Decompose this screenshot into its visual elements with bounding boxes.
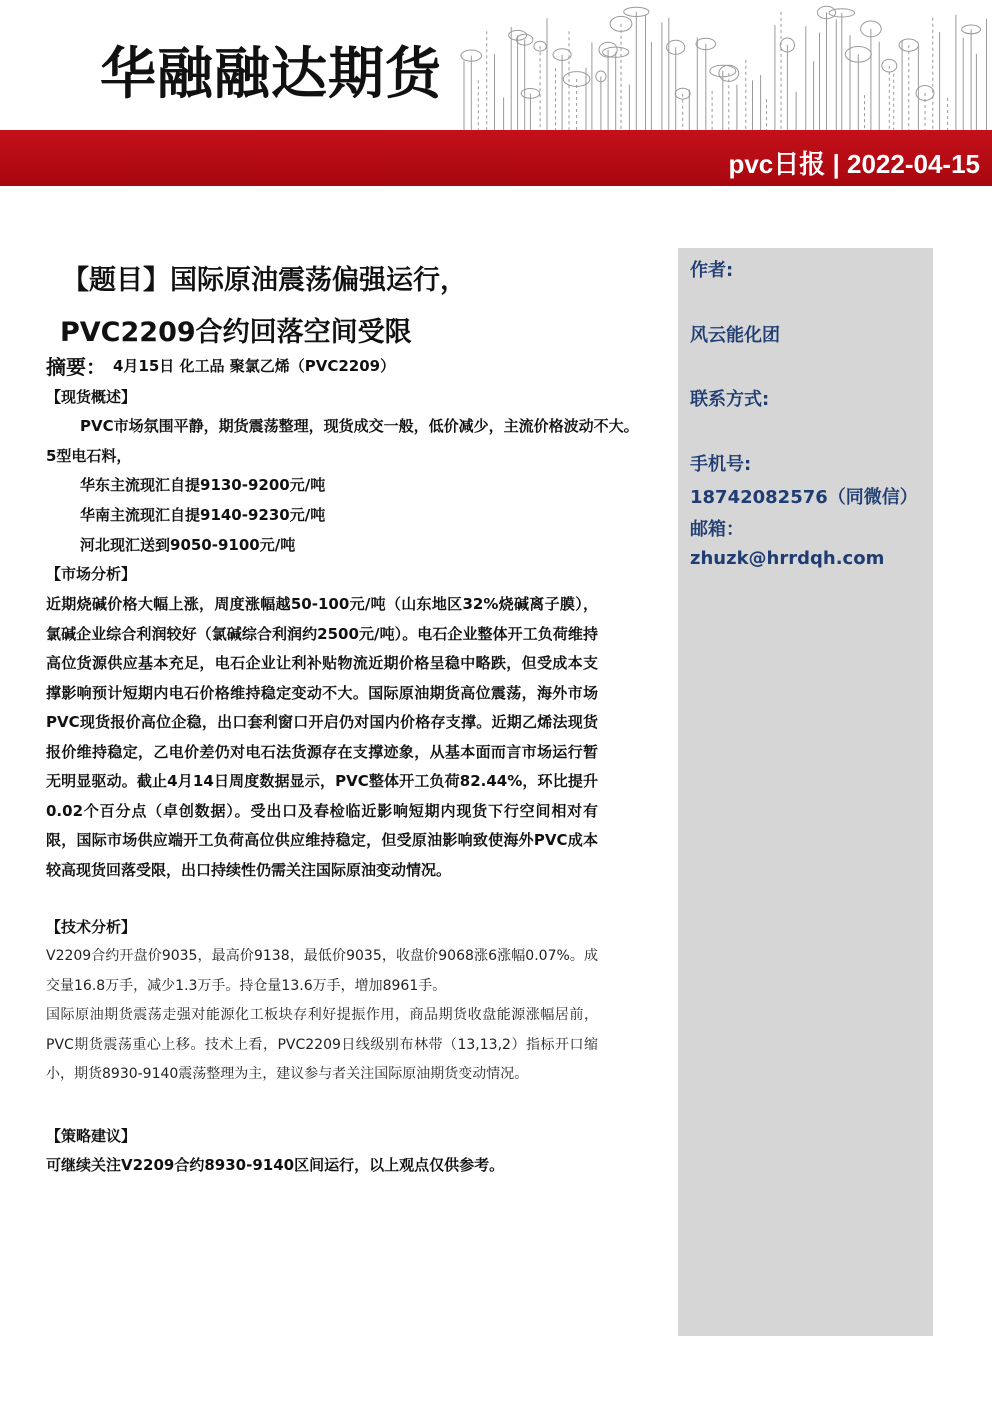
phone-number: 18742082576（同微信） [690, 487, 918, 508]
technical-paragraph-1: V2209合约开盘价9035，最高价9138，最低价9035，收盘价9068涨6涨幅0.07%。成交量16.8万手，减少1.3万手。持仓量13.6万手，增加8961手。 [46, 948, 598, 994]
author-sidebar [678, 248, 933, 1336]
technical-heading: 【技术分析】 [46, 918, 137, 936]
spot-subheading: 5型电石料， [46, 447, 132, 465]
author-label: 作者: [690, 260, 734, 281]
company-logo: 华融融达期货 [100, 41, 442, 107]
decorative-lines-graphic [458, 0, 992, 130]
phone-label: 手机号: [690, 454, 752, 475]
report-title: pvc日报 | 2022-04-15 [728, 149, 980, 179]
contact-label: 联系方式: [690, 389, 770, 410]
spot-price-item: 华东主流现汇自提9130-9200元/吨 [80, 476, 326, 494]
email-label: 邮箱： [690, 519, 744, 540]
author-name: 风云能化团 [690, 325, 780, 346]
headline-line-2: PVC2209合约回落空间受限 [60, 317, 412, 348]
email-address: zhuzk@hrrdqh.com [690, 548, 885, 569]
spot-paragraph: PVC市场氛围平静，期货震荡整理，现货成交一般，低价减少，主流价格波动不大。 [80, 417, 639, 435]
strategy-heading: 【策略建议】 [46, 1127, 137, 1145]
market-heading: 【市场分析】 [46, 565, 137, 583]
market-analysis-text: 近期烧碱价格大幅上涨，周度涨幅越50-100元/吨（山东地区32%烧碱离子膜），氯碱企业综合利润较好（氯碱综合利润约2500元/吨）。电石企业整体开工负荷维持高位货源供应基本充足，电石企业让利补贴物流近期价格呈稳中略跌，但受成本支撑影响预计短期内电石价格维持稳定变动不大。国际原油期货高位震荡，海外市场PVC现货报价高位企稳，出口套利窗口开启仍对国内价格存支撑。近期乙烯法现货报价维持稳定，乙电价差仍对电石法货源存在支撑迹象，从基本面而言市场运行暂无明显驱动。截止4月14日周度数据显示，PVC整体开工负荷82.44%，环比提升0.02个百分点（卓创数据）。受出口及春检临近影响短期内现货下行空间相对有限，国际市场供应端开工负荷高位供应维持稳定，但受原油影响致使海外PVC成本较高现货回落受限，出口持续性仍需关注国际原油变动情况。 [46, 595, 598, 879]
spot-price-item: 华南主流现汇自提9140-9230元/吨 [80, 506, 326, 524]
strategy-text: 可继续关注V2209合约8930-9140区间运行，以上观点仅供参考。 [46, 1156, 505, 1174]
technical-paragraph-2: 国际原油期货震荡走强对能源化工板块存利好提振作用，商品期货收盘能源涨幅居前，PVC期货震荡重心上移。技术上看，PVC2209日线级别布林带（13,13,2）指标开口缩小，期货8930-9140震荡整理为主，建议参与者关注国际原油期货变动情况。 [46, 1007, 598, 1082]
spot-price-item: 河北现汇送到9050-9100元/吨 [80, 536, 296, 554]
summary-label: 摘要： [46, 355, 106, 379]
headline-line-1: 【题目】国际原油震荡偏强运行， [62, 265, 467, 296]
summary-text: 4月15日 化工品 聚氯乙烯（PVC2209） [113, 357, 396, 375]
spot-heading: 【现货概述】 [46, 388, 137, 406]
